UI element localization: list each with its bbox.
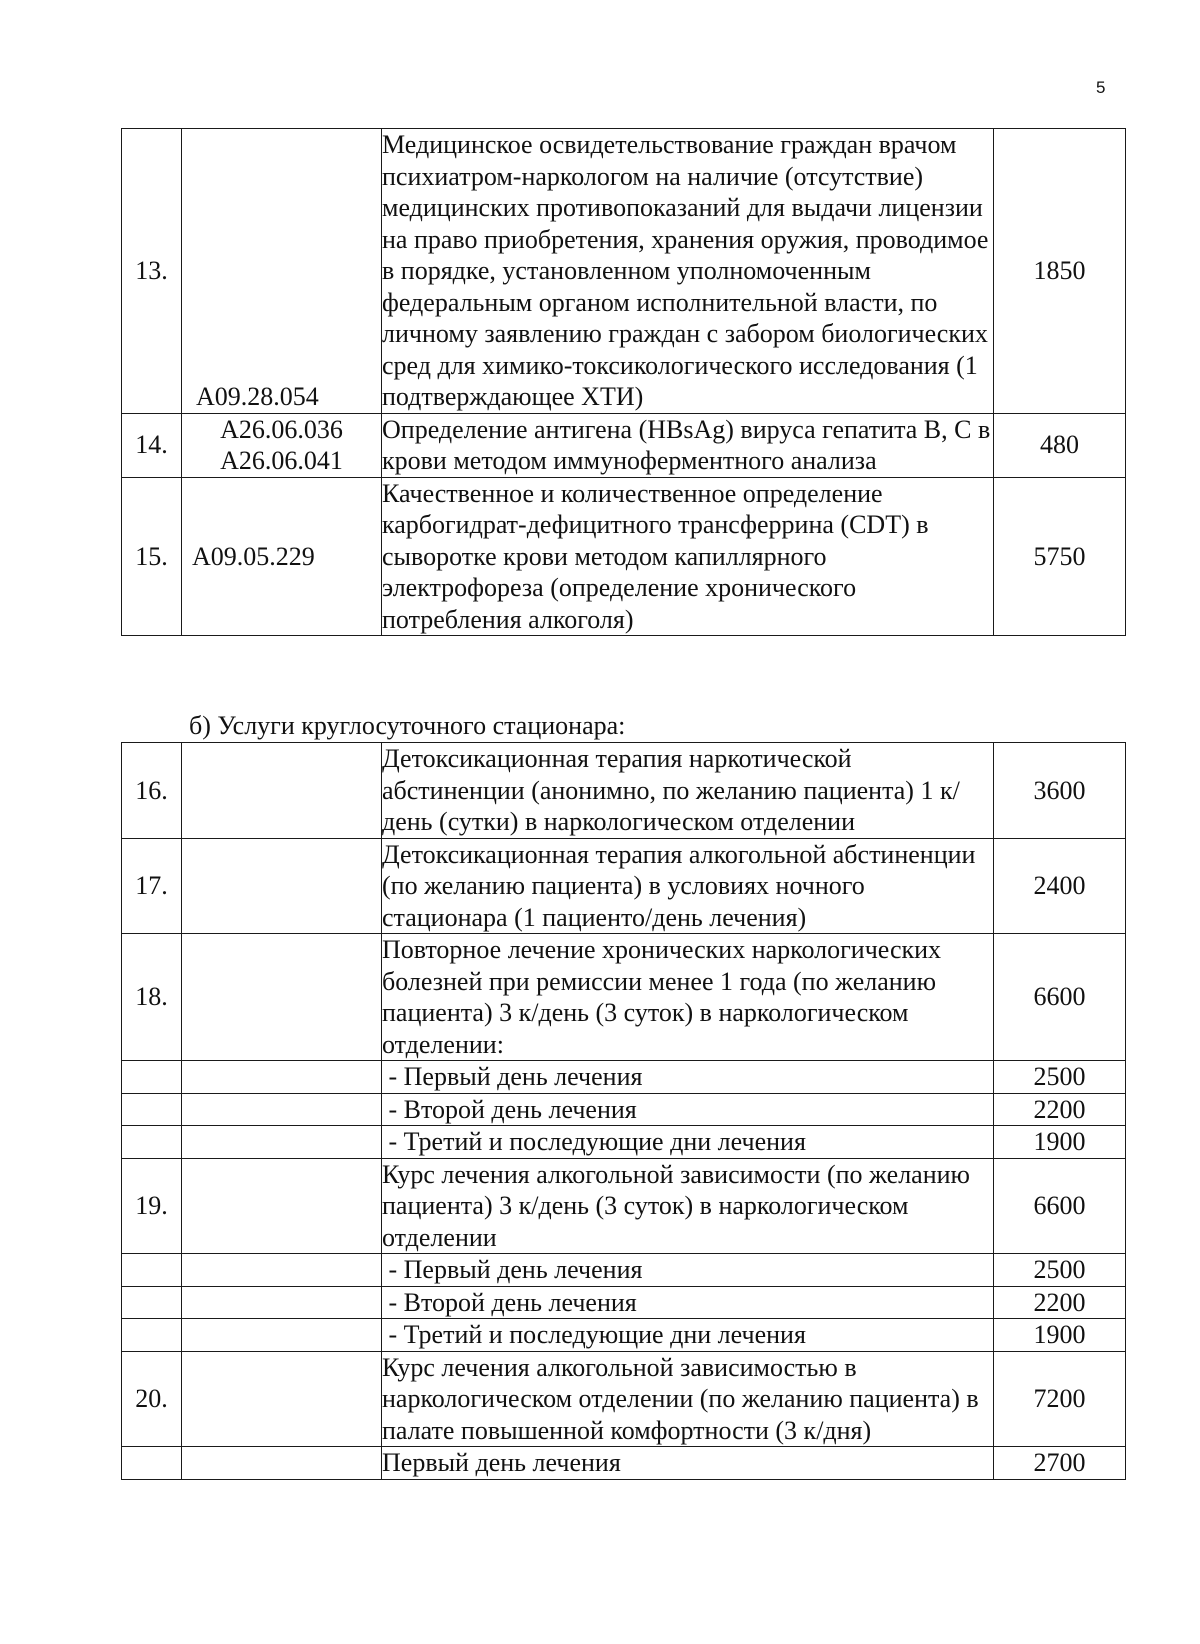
table-row [122,934,1126,1061]
service-code-line: A09.05.229 [192,541,315,571]
page-number: 5 [1096,78,1106,97]
row-number: 14. [122,413,182,477]
table-row [122,1447,1126,1480]
table-row [122,1093,1126,1126]
table-row [122,413,1126,477]
service-description: Детоксикационная терапия наркотической абстиненции (анонимно, по желанию пациента) 1 к/день (сутки) в наркологическом отделении [382,743,994,839]
service-code-line: A26.06.041 [220,446,343,475]
service-price: 6600 [994,934,1126,1061]
service-price: 480 [994,413,1126,477]
service-description: Детоксикационная терапия алкогольной абстиненции (по желанию пациента) в условиях ночного стационара (1 пациенто/день лечения) [382,838,994,934]
service-code [182,1351,382,1447]
service-code [182,1319,382,1352]
row-number: 18. [122,934,182,1061]
service-price: 2200 [994,1286,1126,1319]
row-number: 19. [122,1158,182,1254]
service-description: - Третий и последующие дни лечения [382,1126,994,1159]
service-code [182,477,382,636]
service-description: Курс лечения алкогольной зависимости (по желанию пациента) 3 к/день (3 суток) в наркологическом отделении [382,1158,994,1254]
service-code [182,1061,382,1094]
service-code [182,413,382,477]
service-price: 2700 [994,1447,1126,1480]
row-number: 20. [122,1351,182,1447]
service-description: - Второй день лечения [382,1286,994,1319]
table-row [122,1254,1126,1287]
service-price: 2200 [994,1093,1126,1126]
service-description: - Первый день лечения [382,1254,994,1287]
services-table-a [121,128,1126,636]
table-row [122,477,1126,636]
service-description: Первый день лечения [382,1447,994,1480]
service-code [182,1254,382,1287]
service-code [182,838,382,934]
service-price: 2400 [994,838,1126,934]
service-code [182,1158,382,1254]
service-code [182,934,382,1061]
table-row [122,1351,1126,1447]
service-code [182,1093,382,1126]
row-number: 16. [122,743,182,839]
row-number: 15. [122,477,182,636]
service-description: - Первый день лечения [382,1061,994,1094]
service-code-line: A09.28.054 [196,382,319,411]
service-price: 6600 [994,1158,1126,1254]
service-price: 2500 [994,1061,1126,1094]
service-code [182,743,382,839]
service-description: Курс лечения алкогольной зависимостью в наркологическом отделении (по желанию пациента) в палате повышенной комфортности (3 к/дня) [382,1351,994,1447]
table-row [122,1286,1126,1319]
service-description: Повторное лечение хронических наркологических болезней при ремиссии менее 1 года (по желанию пациента) 3 к/день (3 суток) в наркологическом отделении: [382,934,994,1061]
service-description: Определение антигена (HBsAg) вируса гепатита В, С в крови методом иммуноферментного анализа [382,414,997,475]
service-code [182,1126,382,1159]
service-price: 1850 [994,129,1126,414]
service-price: 1900 [994,1319,1126,1352]
service-price: 2500 [994,1254,1126,1287]
service-price: 5750 [994,477,1126,636]
row-number: 13. [122,129,182,414]
service-description: - Второй день лечения [382,1093,994,1126]
table-row [122,743,1126,839]
service-description: - Третий и последующие дни лечения [382,1319,994,1352]
table-row [122,1061,1126,1094]
table-row [122,1319,1126,1352]
row-number [122,1126,182,1159]
service-price: 3600 [994,743,1126,839]
row-number [122,1061,182,1094]
row-number: 17. [122,838,182,934]
row-number [122,1093,182,1126]
services-table-b [121,742,1126,1480]
service-code-line: A26.06.036 [220,414,343,444]
table-row [122,1126,1126,1159]
service-description: Медицинское освидетельствование граждан врачом психиатром-наркологом на наличие (отсутствие) медицинских противопоказаний для выдачи лицензии на право приобретения, хранения оружия, проводимое в порядке, установленном уполномоченным федеральным органом исполнительной власти, по личному заявлению граждан с забором биологических сред для химико-токсикологического исследования (1 подтверждающее ХТИ) [382,130,995,411]
service-description: Качественное и количественное определение карбогидрат-дефицитного трансферрина (CDT) в сыворотке крови методом капиллярного электрофореза (определение хронического потребления алкоголя) [382,477,994,636]
service-code [182,1447,382,1480]
row-number [122,1447,182,1480]
row-number [122,1254,182,1287]
table-row [122,838,1126,934]
service-price: 1900 [994,1126,1126,1159]
service-code [182,1286,382,1319]
row-number [122,1319,182,1352]
section-b-title: б) Услуги круглосуточного стационара: [189,711,626,740]
table-row [122,129,1126,414]
service-code [182,129,382,414]
table-row [122,1158,1126,1254]
row-number [122,1286,182,1319]
service-price: 7200 [994,1351,1126,1447]
